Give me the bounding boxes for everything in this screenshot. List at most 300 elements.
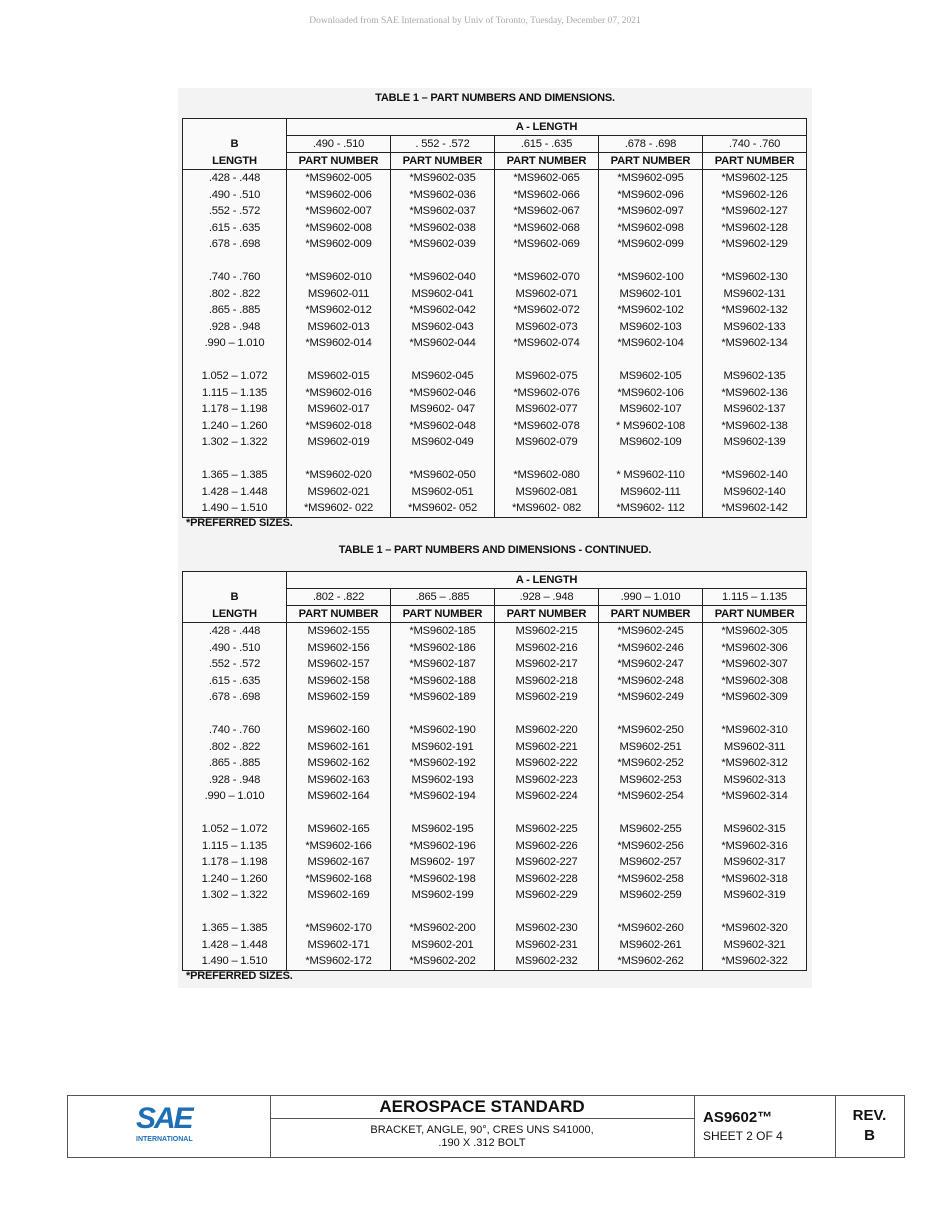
part-number-cell: MS9602-224	[495, 788, 599, 805]
part-number-cell: MS9602-075	[495, 368, 599, 385]
spacer-cell	[287, 904, 391, 921]
part-number-cell: *MS9602-016	[287, 385, 391, 402]
b-length-cell: 1.490 – 1.510	[183, 953, 287, 970]
b-length-cell: .928 - .948	[183, 772, 287, 789]
part-number-cell: *MS9602-310	[703, 722, 807, 739]
part-number-cell: *MS9602-170	[287, 920, 391, 937]
revision-cell	[835, 1096, 904, 1157]
part-number-cell: MS9602-164	[287, 788, 391, 805]
part-number-cell: *MS9602-048	[391, 418, 495, 435]
part-number-cell: *MS9602-194	[391, 788, 495, 805]
b-length-cell: 1.178 – 1.198	[183, 401, 287, 418]
sae-logo: SAE	[136, 1102, 192, 1135]
table-row	[183, 484, 807, 501]
part-number-cell: MS9602-071	[495, 286, 599, 303]
part-number-cell: *MS9602-132	[703, 302, 807, 319]
part-number-cell: MS9602-253	[599, 772, 703, 789]
part-number-cell: *MS9602-305	[703, 623, 807, 640]
spacer-cell	[599, 805, 703, 822]
table-row	[183, 656, 807, 673]
part-number-cell: MS9602-319	[703, 887, 807, 904]
part-number-cell: MS9602-158	[287, 673, 391, 690]
group-spacer-row	[183, 253, 807, 270]
b-length-cell: 1.052 – 1.072	[183, 368, 287, 385]
part-number-cell: *MS9602-080	[495, 467, 599, 484]
b-length-cell: .865 - .885	[183, 302, 287, 319]
part-number-cell: *MS9602-005	[287, 170, 391, 187]
part-number-cell: *MS9602- 052	[391, 500, 495, 517]
part-number-cell: *MS9602-245	[599, 623, 703, 640]
part-number-cell: MS9602-165	[287, 821, 391, 838]
part-number-cell: *MS9602-036	[391, 187, 495, 204]
part-number-cell: MS9602-011	[287, 286, 391, 303]
a-length-label: A - LENGTH	[287, 119, 807, 136]
part-number-cell: *MS9602-007	[287, 203, 391, 220]
part-number-cell: MS9602-169	[287, 887, 391, 904]
spacer-cell	[287, 253, 391, 270]
part-number-cell: *MS9602-142	[703, 500, 807, 517]
table-row	[183, 220, 807, 237]
b-length-cell: .428 - .448	[183, 623, 287, 640]
b-length-cell: .490 - .510	[183, 640, 287, 657]
spacer-cell	[495, 904, 599, 921]
b-length-cell: 1.428 – 1.448	[183, 937, 287, 954]
part-number-cell: MS9602-160	[287, 722, 391, 739]
part-number-cell: *MS9602-065	[495, 170, 599, 187]
part-number-cell: *MS9602-095	[599, 170, 703, 187]
part-number-cell: *MS9602-260	[599, 920, 703, 937]
part-number-cell: MS9602-222	[495, 755, 599, 772]
b-length-cell: 1.178 – 1.198	[183, 854, 287, 871]
part-number-table-1-continued	[182, 571, 807, 971]
part-number-cell: *MS9602-050	[391, 467, 495, 484]
part-number-cell: MS9602-221	[495, 739, 599, 756]
part-number-cell: *MS9602-067	[495, 203, 599, 220]
table-row	[183, 838, 807, 855]
part-number-cell: *MS9602-254	[599, 788, 703, 805]
part-number-cell: *MS9602-104	[599, 335, 703, 352]
a-range-header: .678 - .698	[599, 136, 703, 153]
part-number-cell: MS9602-107	[599, 401, 703, 418]
part-number-cell: *MS9602- 082	[495, 500, 599, 517]
part-number-cell: *MS9602-125	[703, 170, 807, 187]
part-number-cell: *MS9602-038	[391, 220, 495, 237]
b-length-cell: 1.115 – 1.135	[183, 838, 287, 855]
spacer-cell	[287, 706, 391, 723]
download-note: Downloaded from SAE International by Univ of Toronto, Tuesday, December 07, 2021	[309, 16, 641, 26]
part-number-cell: *MS9602-035	[391, 170, 495, 187]
table-row	[183, 739, 807, 756]
b-length-cell: 1.365 – 1.385	[183, 920, 287, 937]
b-length-cell: .552 - .572	[183, 656, 287, 673]
spacer-cell	[703, 706, 807, 723]
part-number-cell: *MS9602-258	[599, 871, 703, 888]
standard-heading: AEROSPACE STANDARD	[270, 1096, 694, 1119]
part-number-cell: *MS9602-316	[703, 838, 807, 855]
part-number-cell: MS9602-223	[495, 772, 599, 789]
part-number-cell: *MS9602-136	[703, 385, 807, 402]
part-number-cell: *MS9602-009	[287, 236, 391, 253]
part-number-cell: *MS9602-044	[391, 335, 495, 352]
b-length-cell: .615 - .635	[183, 673, 287, 690]
part-number-cell: MS9602-156	[287, 640, 391, 657]
b-length-cell: .428 - .448	[183, 170, 287, 187]
b-length-cell: .865 - .885	[183, 755, 287, 772]
part-number-cell: MS9602-257	[599, 854, 703, 871]
part-number-cell: *MS9602-100	[599, 269, 703, 286]
part-number-cell: *MS9602-097	[599, 203, 703, 220]
logo-cell	[68, 1096, 271, 1157]
b-length-cell: .740 - .760	[183, 269, 287, 286]
part-number-cell: MS9602-045	[391, 368, 495, 385]
group-spacer-row	[183, 904, 807, 921]
a-range-header: .740 - .760	[703, 136, 807, 153]
part-number-cell: *MS9602-014	[287, 335, 391, 352]
b-length-cell: 1.240 – 1.260	[183, 418, 287, 435]
part-number-cell: *MS9602-312	[703, 755, 807, 772]
part-number-cell: MS9602-195	[391, 821, 495, 838]
part-number-cell: * MS9602-108	[599, 418, 703, 435]
table-row	[183, 755, 807, 772]
b-length-cell: .615 - .635	[183, 220, 287, 237]
part-number-cell: MS9602-201	[391, 937, 495, 954]
spacer-cell	[599, 904, 703, 921]
part-number-cell: *MS9602-106	[599, 385, 703, 402]
part-number-cell: MS9602-230	[495, 920, 599, 937]
a-range-header: 1.115 – 1.135	[703, 589, 807, 606]
part-number-cell: *MS9602-172	[287, 953, 391, 970]
part-number-cell: *MS9602-166	[287, 838, 391, 855]
spacer-cell	[495, 352, 599, 369]
spacer-cell	[495, 253, 599, 270]
part-number-cell: *MS9602-198	[391, 871, 495, 888]
part-number-cell: *MS9602-037	[391, 203, 495, 220]
part-number-cell: *MS9602-020	[287, 467, 391, 484]
part-number-cell: *MS9602-246	[599, 640, 703, 657]
part-number-cell: MS9602-135	[703, 368, 807, 385]
part-number-cell: MS9602-051	[391, 484, 495, 501]
table-row	[183, 673, 807, 690]
part-number-cell: *MS9602-185	[391, 623, 495, 640]
part-number-cell: MS9602-218	[495, 673, 599, 690]
part-number-cell: *MS9602-306	[703, 640, 807, 657]
part-number-cell: MS9602-311	[703, 739, 807, 756]
spacer-cell	[703, 451, 807, 468]
table-row	[183, 302, 807, 319]
b-length-cell: .552 - .572	[183, 203, 287, 220]
part-number-cell: MS9602-317	[703, 854, 807, 871]
part-number-cell: *MS9602- 022	[287, 500, 391, 517]
part-number-header: PART NUMBER	[599, 153, 703, 170]
b-length-cell: .490 - .510	[183, 187, 287, 204]
part-number-cell: MS9602-261	[599, 937, 703, 954]
part-number-cell: *MS9602-072	[495, 302, 599, 319]
part-number-cell: *MS9602-309	[703, 689, 807, 706]
group-spacer-row	[183, 352, 807, 369]
part-number-cell: *MS9602-098	[599, 220, 703, 237]
spacer-cell	[599, 253, 703, 270]
part-number-header: PART NUMBER	[495, 153, 599, 170]
a-range-header: .490 - .510	[287, 136, 391, 153]
spacer-cell	[183, 805, 287, 822]
part-number-cell: MS9602-015	[287, 368, 391, 385]
part-number-cell: *MS9602-307	[703, 656, 807, 673]
a-range-header: .928 – .948	[495, 589, 599, 606]
spacer-cell	[391, 253, 495, 270]
b-length-cell: .990 – 1.010	[183, 335, 287, 352]
group-spacer-row	[183, 706, 807, 723]
part-number-cell: *MS9602-314	[703, 788, 807, 805]
part-number-cell: *MS9602-138	[703, 418, 807, 435]
part-number-cell: MS9602-167	[287, 854, 391, 871]
spacer-cell	[599, 451, 703, 468]
length-label: LENGTH	[183, 153, 287, 170]
table-row	[183, 623, 807, 640]
part-number-cell: *MS9602-078	[495, 418, 599, 435]
table-row	[183, 170, 807, 187]
part-number-cell: MS9602-171	[287, 937, 391, 954]
part-number-cell: *MS9602-074	[495, 335, 599, 352]
table-row	[183, 467, 807, 484]
part-number-cell: MS9602-216	[495, 640, 599, 657]
spacer-cell	[703, 253, 807, 270]
table-row	[183, 854, 807, 871]
length-label: LENGTH	[183, 606, 287, 623]
part-number-header: PART NUMBER	[599, 606, 703, 623]
part-number-cell: MS9602-225	[495, 821, 599, 838]
part-number-cell: MS9602-109	[599, 434, 703, 451]
b-length-cell: .678 - .698	[183, 689, 287, 706]
part-number-cell: *MS9602-127	[703, 203, 807, 220]
part-number-cell: MS9602-073	[495, 319, 599, 336]
spacer-cell	[703, 805, 807, 822]
table-row	[183, 788, 807, 805]
part-number-cell: *MS9602-066	[495, 187, 599, 204]
table-row	[183, 385, 807, 402]
description-line: BRACKET, ANGLE, 90°, CRES UNS S41000,	[370, 1124, 594, 1136]
part-number-header: PART NUMBER	[703, 153, 807, 170]
part-number-cell: MS9602-226	[495, 838, 599, 855]
table-row	[183, 286, 807, 303]
part-number-cell: *MS9602-040	[391, 269, 495, 286]
part-number-cell: MS9602-157	[287, 656, 391, 673]
part-number-cell: *MS9602-126	[703, 187, 807, 204]
part-number-header: PART NUMBER	[391, 153, 495, 170]
table-row	[183, 418, 807, 435]
table-row	[183, 953, 807, 970]
part-number-header: PART NUMBER	[391, 606, 495, 623]
b-length-cell: .740 - .760	[183, 722, 287, 739]
a-range-header: .865 – .885	[391, 589, 495, 606]
part-number-cell: MS9602-232	[495, 953, 599, 970]
part-number-cell: *MS9602-252	[599, 755, 703, 772]
b-length-cell: 1.115 – 1.135	[183, 385, 287, 402]
part-number-cell: *MS9602-068	[495, 220, 599, 237]
b-length-cell: .802 - .822	[183, 739, 287, 756]
part-number-cell: *MS9602-168	[287, 871, 391, 888]
part-number-cell: MS9602-159	[287, 689, 391, 706]
part-number-cell: MS9602-315	[703, 821, 807, 838]
b-length-cell: .678 - .698	[183, 236, 287, 253]
part-number-cell: MS9602-043	[391, 319, 495, 336]
document-cell	[694, 1096, 836, 1157]
part-number-cell: MS9602-017	[287, 401, 391, 418]
table-row	[183, 937, 807, 954]
b-label-spacer	[183, 119, 287, 136]
spacer-cell	[287, 451, 391, 468]
spacer-cell	[183, 253, 287, 270]
part-number-cell: MS9602-105	[599, 368, 703, 385]
part-number-cell: MS9602-191	[391, 739, 495, 756]
part-number-cell: MS9602- 047	[391, 401, 495, 418]
b-label: B	[183, 589, 287, 606]
b-length-cell: .928 - .948	[183, 319, 287, 336]
part-number-cell: *MS9602-196	[391, 838, 495, 855]
part-number-cell: MS9602-077	[495, 401, 599, 418]
part-number-cell: MS9602-217	[495, 656, 599, 673]
document-number: AS9602™	[703, 1109, 773, 1126]
table-row	[183, 335, 807, 352]
table-row	[183, 821, 807, 838]
part-number-cell: MS9602-321	[703, 937, 807, 954]
spacer-cell	[391, 805, 495, 822]
part-number-cell: MS9602-013	[287, 319, 391, 336]
part-number-cell: *MS9602-318	[703, 871, 807, 888]
part-number-cell: *MS9602-187	[391, 656, 495, 673]
table-row	[183, 368, 807, 385]
spacer-cell	[599, 706, 703, 723]
preferred-sizes-note: *PREFERRED SIZES.	[186, 517, 293, 529]
part-number-cell: *MS9602-322	[703, 953, 807, 970]
table-row	[183, 434, 807, 451]
b-length-cell: 1.302 – 1.322	[183, 887, 287, 904]
part-number-cell: *MS9602-190	[391, 722, 495, 739]
spacer-cell	[391, 706, 495, 723]
part-number-cell: *MS9602-128	[703, 220, 807, 237]
description-line: .190 X .312 BOLT	[438, 1137, 526, 1149]
part-number-cell: MS9602-019	[287, 434, 391, 451]
table-1-continued-title: TABLE 1 – PART NUMBERS AND DIMENSIONS - CONTINUED.	[338, 544, 652, 556]
b-length-cell: 1.365 – 1.385	[183, 467, 287, 484]
part-number-cell: MS9602-227	[495, 854, 599, 871]
table-row	[183, 269, 807, 286]
part-number-cell: MS9602-137	[703, 401, 807, 418]
part-number-cell: MS9602-041	[391, 286, 495, 303]
part-number-cell: MS9602-163	[287, 772, 391, 789]
part-number-cell: MS9602-229	[495, 887, 599, 904]
part-number-cell: MS9602-101	[599, 286, 703, 303]
part-number-cell: *MS9602-039	[391, 236, 495, 253]
spacer-cell	[495, 451, 599, 468]
part-number-cell: *MS9602-250	[599, 722, 703, 739]
part-number-cell: *MS9602-188	[391, 673, 495, 690]
part-description	[270, 1124, 694, 1150]
part-number-cell: *MS9602-008	[287, 220, 391, 237]
part-number-cell: *MS9602-320	[703, 920, 807, 937]
part-number-cell: MS9602-219	[495, 689, 599, 706]
table-row	[183, 689, 807, 706]
spacer-cell	[703, 904, 807, 921]
group-spacer-row	[183, 805, 807, 822]
a-length-label: A - LENGTH	[287, 572, 807, 589]
part-number-cell: *MS9602-249	[599, 689, 703, 706]
b-length-cell: .802 - .822	[183, 286, 287, 303]
spacer-cell	[391, 352, 495, 369]
part-number-cell: MS9602-103	[599, 319, 703, 336]
part-number-cell: *MS9602- 112	[599, 500, 703, 517]
spacer-cell	[703, 352, 807, 369]
part-number-cell: *MS9602-202	[391, 953, 495, 970]
part-number-cell: *MS9602-102	[599, 302, 703, 319]
spacer-cell	[495, 706, 599, 723]
revision-value: B	[864, 1127, 875, 1144]
revision-label: REV.	[852, 1107, 887, 1124]
table-row	[183, 871, 807, 888]
group-spacer-row	[183, 451, 807, 468]
title-cell	[270, 1096, 695, 1157]
part-number-cell: *MS9602-042	[391, 302, 495, 319]
a-range-header: .615 - .635	[495, 136, 599, 153]
part-number-cell: *MS9602-192	[391, 755, 495, 772]
b-label: B	[183, 136, 287, 153]
part-number-cell: *MS9602-129	[703, 236, 807, 253]
part-number-cell: *MS9602-096	[599, 187, 703, 204]
b-length-cell: 1.302 – 1.322	[183, 434, 287, 451]
part-number-cell: * MS9602-110	[599, 467, 703, 484]
table-row	[183, 319, 807, 336]
part-number-cell: *MS9602-010	[287, 269, 391, 286]
title-block	[67, 1095, 905, 1158]
b-length-cell: 1.490 – 1.510	[183, 500, 287, 517]
spacer-cell	[391, 451, 495, 468]
part-number-cell: MS9602-215	[495, 623, 599, 640]
part-number-cell: *MS9602-247	[599, 656, 703, 673]
table-row	[183, 203, 807, 220]
a-range-header: .802 - .822	[287, 589, 391, 606]
part-number-cell: *MS9602-134	[703, 335, 807, 352]
part-number-cell: MS9602- 197	[391, 854, 495, 871]
part-number-cell: *MS9602-069	[495, 236, 599, 253]
part-number-cell: MS9602-081	[495, 484, 599, 501]
part-number-cell: MS9602-313	[703, 772, 807, 789]
part-number-cell: MS9602-220	[495, 722, 599, 739]
table-row	[183, 640, 807, 657]
spacer-cell	[183, 451, 287, 468]
sae-logo-subtext: INTERNATIONAL	[136, 1136, 193, 1143]
b-label-spacer	[183, 572, 287, 589]
part-number-cell: MS9602-162	[287, 755, 391, 772]
part-number-cell: MS9602-193	[391, 772, 495, 789]
b-length-cell: 1.240 – 1.260	[183, 871, 287, 888]
part-number-header: PART NUMBER	[287, 153, 391, 170]
part-number-header: PART NUMBER	[495, 606, 599, 623]
b-length-cell: 1.052 – 1.072	[183, 821, 287, 838]
part-number-cell: *MS9602-046	[391, 385, 495, 402]
part-number-cell: MS9602-251	[599, 739, 703, 756]
spacer-cell	[183, 352, 287, 369]
b-length-cell: .990 – 1.010	[183, 788, 287, 805]
spacer-cell	[183, 904, 287, 921]
part-number-cell: *MS9602-262	[599, 953, 703, 970]
part-number-cell: *MS9602-248	[599, 673, 703, 690]
part-number-cell: MS9602-199	[391, 887, 495, 904]
part-number-cell: MS9602-131	[703, 286, 807, 303]
spacer-cell	[391, 904, 495, 921]
part-number-cell: MS9602-139	[703, 434, 807, 451]
part-number-table-1	[182, 118, 807, 518]
table-row	[183, 887, 807, 904]
spacer-cell	[495, 805, 599, 822]
